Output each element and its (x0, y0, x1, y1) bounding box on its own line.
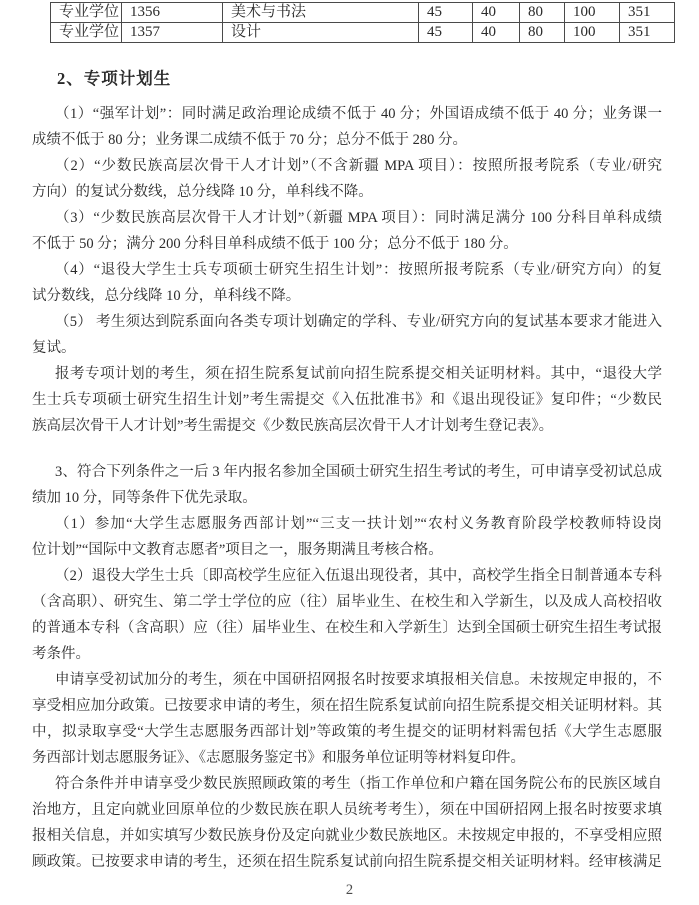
text-line: 治地方，且定向就业回原单位的少数民族在职人员统考考生），须在中国研招网上报名时按要求填 (32, 802, 662, 818)
table-cell-degree-type: 专业学位 (51, 3, 122, 23)
table-cell-total: 351 (620, 23, 675, 43)
text-line: 的普通本专科（含高职）应（往）届毕业生、在校生和入学新生〕达到全国硕士研究生招生考试报 (32, 620, 662, 636)
table-cell-code: 1357 (122, 23, 223, 43)
table-cell-score4: 100 (565, 3, 620, 23)
text-line: 符合条件并申请享受少数民族照顾政策的考生（指工作单位和户籍在国务院公布的民族区域自 (55, 776, 662, 792)
text-line: （2）“少数民族高层次骨干人才计划”（不含新疆 MPA 项目）：按照所报考院系（专业/研究 (55, 158, 662, 174)
table-cell-score1: 45 (419, 23, 473, 43)
table-cell-score1: 45 (419, 3, 473, 23)
table-cell-score3: 80 (520, 3, 565, 23)
table-cell-score3: 80 (520, 23, 565, 43)
text-line: 绩加 10 分，同等条件下优先录取。 (32, 490, 257, 506)
paragraph-spacer (32, 439, 662, 459)
table-row (51, 23, 675, 43)
table-cell-score2: 40 (473, 23, 520, 43)
text-line: 考条件。 (32, 646, 90, 662)
section-heading: 2、专项计划生 (57, 69, 172, 88)
text-line: （4）“退役大学生士兵专项硕士研究生招生计划”：按照所报考院系（专业/研究方向）的复 (55, 262, 662, 278)
text-line: 方向）的复试分数线，总分线降 10 分，单科线不降。 (32, 184, 373, 200)
table-cell-major: 美术与书法 (223, 3, 419, 23)
table-cell-degree-type: 专业学位 (51, 23, 122, 43)
text-line: 成绩不低于 80 分；业务课二成绩不低于 70 分；总分不低于 280 分。 (32, 132, 467, 148)
text-line: 享受相应加分政策。已按要求申请的考生，须在招生院系复试前向招生院系提交相关证明材料。其 (32, 698, 662, 714)
text-line: （2）退役大学生士兵〔即高校学生应征入伍退出现役者，其中，高校学生指全日制普通本专科 (55, 568, 662, 584)
table-cell-score2: 40 (473, 3, 520, 23)
text-line: （1）“强军计划”：同时满足政治理论成绩不低于 40 分；外国语成绩不低于 40 分；业务课一 (55, 106, 662, 122)
text-line: （含高职）、研究生、第二学士学位的应（往）届毕业生、在校生和入学新生，以及成人高校招收 (32, 594, 662, 610)
text-line: （5） 考生须达到院系面向各类专项计划确定的学科、专业/研究方向的复试基本要求才能进入 (55, 314, 662, 330)
table-row (51, 3, 675, 23)
text-line: 族高层次骨干人才计划”考生需提交《少数民族高层次骨干人才计划考生登记表》。 (32, 418, 554, 434)
text-line: 试分数线，总分线降 10 分，单科线不降。 (32, 288, 301, 304)
document-body (32, 101, 662, 875)
text-line: 生士兵专项硕士研究生招生计划”考生需提交《入伍批准书》和《退出现役证》复印件；“少数民 (32, 392, 662, 408)
table-cell-score4: 100 (565, 23, 620, 43)
text-line: 不低于 50 分；满分 200 分科目单科成绩不低于 100 分；总分不低于 180 分。 (32, 236, 518, 252)
page-number: 2 (345, 882, 354, 898)
text-line: （1）参加“大学生志愿服务西部计划”“三支一扶计划”“农村义务教育阶段学校教师特设岗 (55, 516, 662, 532)
text-line: （3）“少数民族高层次骨干人才计划”（新疆 MPA 项目）：同时满足满分 100 分科目单科成绩 (55, 210, 662, 226)
table-cell-major: 设计 (223, 23, 419, 43)
admission-score-table (50, 2, 675, 43)
text-line: 务西部计划志愿服务证》、《志愿服务鉴定书》和服务单位证明等材料复印件。 (32, 750, 525, 766)
text-line: 报相关信息，并如实填写少数民族身份及定向就业少数民族地区。未按规定申报的，不享受相应照 (32, 828, 662, 844)
text-line: 申请享受初试加分的考生，须在中国研招网报名时按要求填报相关信息。未按规定申报的，不 (55, 672, 662, 688)
text-line: 顾政策。已按要求申请的考生，还须在招生院系复试前向招生院系提交相关证明材料。经审核满足 (32, 854, 662, 870)
table-cell-code: 1356 (122, 3, 223, 23)
text-line: 3、符合下列条件之一后 3 年内报名参加全国硕士研究生招生考试的考生，可申请享受初试总成 (55, 464, 662, 480)
text-line: 报考专项计划的考生，须在招生院系复试前向招生院系提交相关证明材料。其中，“退役大学 (55, 366, 662, 382)
text-line: 复试。 (32, 340, 76, 356)
text-line: 位计划”“国际中文教育志愿者”项目之一，服务期满且考核合格。 (32, 542, 443, 558)
table-cell-total: 351 (620, 3, 675, 23)
text-line: 中，拟录取享受“大学生志愿服务西部计划”等政策的考生提交的证明材料需包括《大学生志愿服 (32, 724, 662, 740)
